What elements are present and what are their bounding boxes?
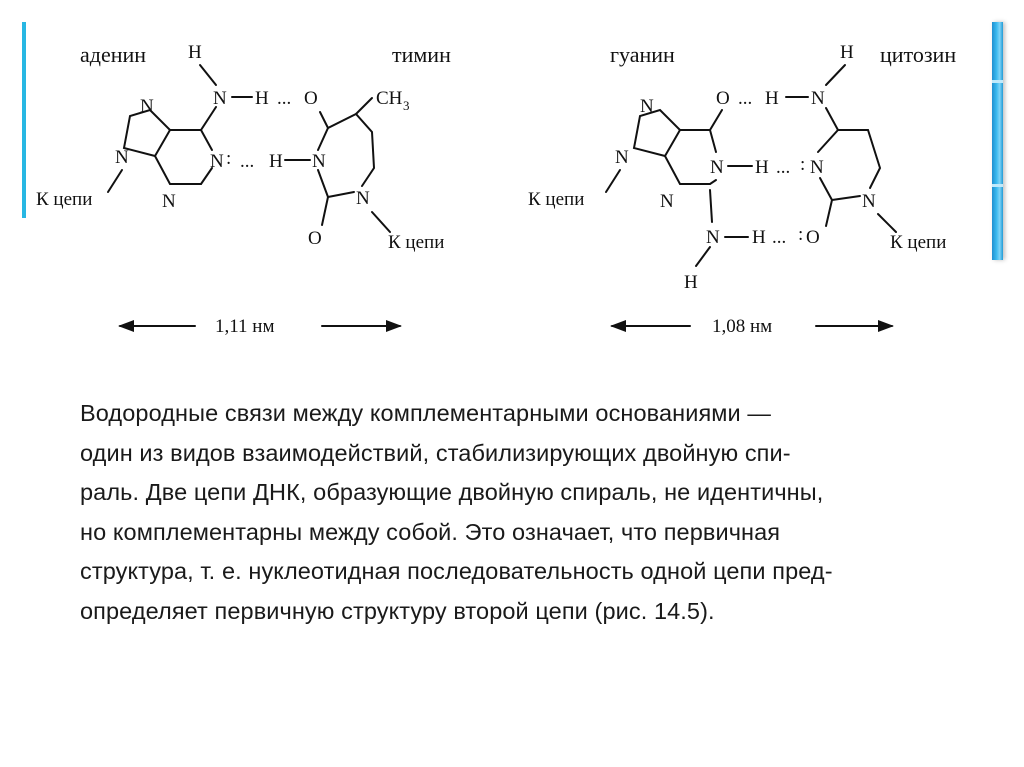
atom-h: H xyxy=(755,157,769,178)
lone-pair: : xyxy=(798,224,804,245)
arrowhead xyxy=(610,320,626,332)
hydrogen-bond-dots: ... xyxy=(772,227,787,248)
bond xyxy=(201,107,216,130)
cytosine-ring xyxy=(818,130,880,188)
atom-n: N xyxy=(862,191,876,212)
bond xyxy=(826,200,832,226)
atom-h: H xyxy=(684,272,698,293)
adenine-label: аденин xyxy=(80,42,147,67)
bond xyxy=(820,178,832,200)
atom-h: H xyxy=(255,88,269,109)
bond xyxy=(200,65,216,85)
atom-n: N xyxy=(140,96,154,117)
bond xyxy=(328,192,354,197)
guanine-label: гуанин xyxy=(610,42,675,67)
chain-label: К цепи xyxy=(890,232,947,253)
arrowhead xyxy=(878,320,894,332)
chain-label: К цепи xyxy=(528,189,585,210)
bond xyxy=(710,110,722,130)
chain-label: К цепи xyxy=(388,232,445,253)
bond xyxy=(356,98,372,114)
bond xyxy=(826,108,838,130)
atom-h: H xyxy=(840,42,854,63)
atom-o: O xyxy=(308,228,322,249)
bond xyxy=(832,196,860,200)
distance-label: 1,11 нм xyxy=(215,316,275,337)
lone-pair: : xyxy=(226,148,232,169)
arrowhead xyxy=(118,320,134,332)
lone-pair: : xyxy=(800,154,806,175)
bond xyxy=(696,247,710,266)
bond xyxy=(320,112,328,128)
guanine-cytosine-pair xyxy=(528,42,956,337)
base-pairing-diagram xyxy=(0,0,1024,360)
subscript-3: 3 xyxy=(403,98,410,113)
atom-n: N xyxy=(615,147,629,168)
bond xyxy=(710,180,716,184)
paragraph-line: раль. Две цепи ДНК, образующие двойную спираль, не идентичны, xyxy=(80,479,824,505)
hydrogen-bond-dots: ... xyxy=(240,151,255,172)
thymine-label: тимин xyxy=(392,42,451,67)
bond xyxy=(710,190,712,222)
arrowhead xyxy=(386,320,402,332)
adenine-six-ring xyxy=(155,130,201,184)
bond xyxy=(318,170,328,197)
paragraph-line: но комплементарны между собой. Это означает, что первичная xyxy=(80,518,781,545)
atom-h: H xyxy=(269,151,283,172)
atom-n: N xyxy=(210,151,224,172)
atom-n: N xyxy=(710,157,724,178)
atom-n: N xyxy=(162,191,176,212)
atom-h: H xyxy=(765,88,779,109)
atom-n: N xyxy=(706,227,720,248)
bond xyxy=(322,197,328,225)
paragraph-line: структура, т. е. нуклеотидная последовательность одной цепи пред- xyxy=(80,558,833,584)
atom-o: O xyxy=(304,88,318,109)
hydrogen-bond-dots: ... xyxy=(277,88,292,109)
atom-n: N xyxy=(312,151,326,172)
bond xyxy=(878,214,896,232)
bond xyxy=(606,170,620,192)
chain-label: К цепи xyxy=(36,189,93,210)
atom-n: N xyxy=(640,96,654,117)
atom-h: H xyxy=(188,42,202,63)
hydrogen-bond-dots: ... xyxy=(738,88,753,109)
atom-n: N xyxy=(213,88,227,109)
hydrogen-bond-dots: ... xyxy=(776,157,791,178)
cytosine-label: цитозин xyxy=(880,42,957,67)
bond xyxy=(201,130,212,150)
bond xyxy=(372,212,390,232)
guanine-six-ring xyxy=(665,130,710,184)
adenine-thymine-pair xyxy=(36,42,451,337)
atom-n: N xyxy=(810,157,824,178)
atom-h: H xyxy=(752,227,766,248)
atom-o: O xyxy=(806,227,820,248)
atom-n: N xyxy=(660,191,674,212)
bond xyxy=(826,65,845,85)
atom-n: N xyxy=(356,188,370,209)
bond xyxy=(108,170,122,192)
atom-n: N xyxy=(115,147,129,168)
atom-n: N xyxy=(811,88,825,109)
bond xyxy=(710,130,716,152)
description-paragraph xyxy=(80,394,970,631)
atom-o: O xyxy=(716,88,730,109)
atom-ch: CH xyxy=(376,88,403,109)
paragraph-line: определяет первичную структуру второй цепи (рис. 14.5). xyxy=(80,597,715,624)
distance-label: 1,08 нм xyxy=(712,316,773,337)
paragraph-line: Водородные связи между комплементарными основаниями — xyxy=(80,400,772,426)
paragraph-line: один из видов взаимодействий, стабилизирующих двойную спи- xyxy=(80,439,791,466)
